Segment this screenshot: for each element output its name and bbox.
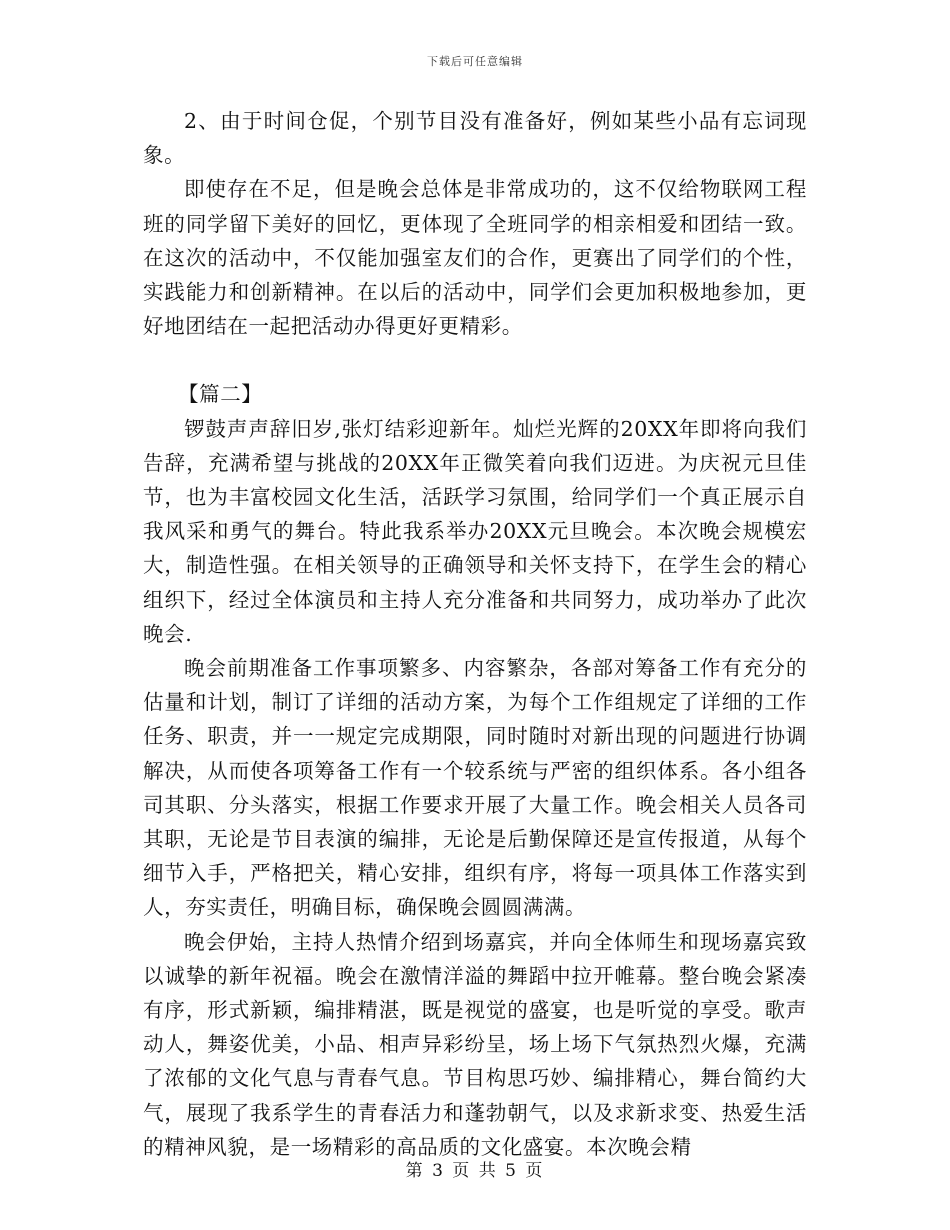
paragraph-intro: 锣鼓声声辞旧岁,张灯结彩迎新年。灿烂光辉的20XX年即将向我们告辞，充满希望与挑战的20XX年正微笑着向我们迈进。为庆祝元旦佳节，也为丰富校园文化生活，活跃学习氛围，给同学们一个真正展示自我风采和勇气的舞台。特此我系举办20XX元旦晚会。本次晚会规模宏大，制造性强。在相关领导的正确领导和关怀支持下，在学生会的精心组织下，经过全体演员和主持人充分准备和共同努力，成功举办了此次晚会.: [143, 416, 807, 646]
paragraph-preparation: 晚会前期准备工作事项繁多、内容繁杂，各部对筹备工作有充分的估量和计划，制订了详细的活动方案，为每个工作组规定了详细的工作任务、职责，并一一规定完成期限，同时随时对新出现的问题进行协调解决，从而使各项筹备工作有一个较系统与严密的组织体系。各小组各司其职、分头落实，根据工作要求开展了大量工作。晚会相关人员各司其职，无论是节目表演的编排，无论是后勤保障还是宣传报道，从每个细节入手，严格把关，精心安排，组织有序，将每一项具体工作落实到人，夯实责任，明确目标，确保晚会圆圆满满。: [143, 656, 807, 920]
paragraph-performance: 晚会伊始，主持人热情介绍到场嘉宾，并向全体师生和现场嘉宾致以诚挚的新年祝福。晚会在激情洋溢的舞蹈中拉开帷幕。整台晚会紧凑有序，形式新颖，编排精湛，既是视觉的盛宴，也是听觉的享受。歌声动人，舞姿优美，小品、相声异彩纷呈，场上场下气氛热烈火爆，充满了浓郁的文化气息与青春气息。节目构思巧妙、编排精心，舞台简约大气，展现了我系学生的青春活力和蓬勃朝气，以及求新求变、热爱生活的精神风貌，是一场精彩的高品质的文化盛宴。本次晚会精: [143, 929, 807, 1159]
page-header: 下载后可任意编辑: [427, 55, 523, 68]
paragraph-shortcomings-item-2: 2、由于时间仓促，个别节目没有准备好，例如某些小品有忘词现象。: [143, 109, 807, 168]
paragraph-summary: 即使存在不足，但是晚会总体是非常成功的，这不仅给物联网工程班的同学留下美好的回忆，更体现了全班同学的相亲相爱和团结一致。在这次的活动中，不仅能加强室友们的合作，更赛出了同学们的个性，实践能力和创新精神。在以后的活动中，同学们会更加积极地参加，更好地团结在一起把活动办得更好更精彩。: [143, 177, 807, 339]
paragraph-spacer: [143, 343, 807, 377]
document-body: [143, 104, 807, 1164]
page-number: 第 3 页 共 5 页: [405, 1161, 545, 1181]
section-heading: 【篇二】: [178, 382, 263, 407]
